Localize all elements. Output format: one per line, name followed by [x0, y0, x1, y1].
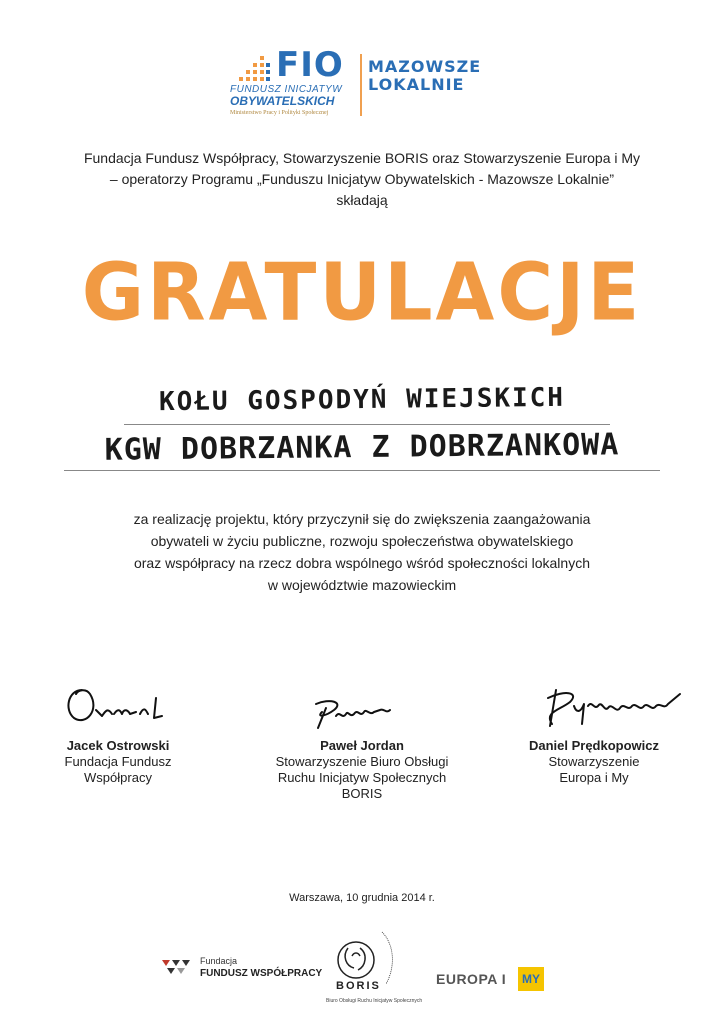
body-line-1: za realizację projektu, który przyczynił się do zwiększenia zaangażowania	[133, 511, 591, 527]
recipient-rule-1	[124, 424, 610, 425]
mazowsze-lokalnie-wordmark	[368, 58, 481, 94]
signatory-1-org1: Fundacja Fundusz	[64, 754, 172, 769]
body-line-3: oraz współpracy na rzecz dobra wspólnego wśród społeczności lokalnych	[133, 555, 590, 571]
boris-logo	[322, 922, 423, 1014]
signatory-3-org1: Stowarzyszenie	[548, 754, 640, 769]
signatory-3-name: Daniel Prędkopowicz	[528, 738, 660, 753]
signatory-2-org3: BORIS	[341, 786, 383, 801]
signatory-1	[8, 738, 228, 786]
signatory-1-name: Jacek Ostrowski	[66, 738, 170, 753]
fwp-line2: FUNDUSZ WSPÓŁPRACY	[200, 968, 323, 979]
intro-line-2: – operatorzy Programu „Funduszu Inicjatyw Obywatelskich - Mazowsze Lokalnie”	[109, 171, 615, 187]
mazowsze-line1: MAZOWSZE	[368, 57, 482, 76]
signatory-3-org2: Europa i My	[559, 770, 629, 785]
fio-line1: FUNDUSZ INICJATYW	[230, 84, 343, 95]
boris-wordmark: BORIS	[336, 980, 381, 992]
signature-jordan	[300, 694, 410, 734]
body-paragraph	[20, 508, 704, 596]
boris-arc-text: Biuro Obsługi Ruchu Inicjatyw Społecznych	[326, 998, 423, 1004]
signature-predkopowicz	[530, 684, 690, 732]
signature-ostrowski	[60, 680, 180, 728]
body-line-2: obywateli w życiu publiczne, rozwoju społeczeństwa obywatelskiego	[150, 533, 574, 549]
signatory-1-org2: Współpracy	[84, 770, 152, 785]
intro-line-3: składają	[336, 192, 388, 208]
signatory-2	[252, 738, 472, 802]
recipient-line-1: KOŁU GOSPODYŃ WIEJSKICH	[158, 382, 566, 418]
fio-line3: Ministerstwo Pracy i Polityki Społecznej	[230, 110, 329, 116]
signatory-3	[484, 738, 704, 786]
page-title: GRATULACJE	[81, 244, 643, 339]
recipient-line-2: KGW DOBRZANKA Z DOBRZANKOWA	[104, 427, 620, 468]
fio-line2: OBYWATELSKICH	[230, 94, 335, 108]
fio-wordmark: FIO	[276, 45, 344, 85]
europa-i-my-logo	[436, 965, 556, 995]
recipient-rule-2	[64, 470, 660, 471]
my-badge: MY	[518, 967, 544, 991]
fwp-mark-icon	[160, 956, 194, 980]
fundusz-wspolpracy-logo	[160, 952, 323, 992]
fwp-line1: Fundacja	[200, 956, 238, 966]
intro-paragraph	[20, 148, 704, 211]
signatory-2-org2: Ruchu Inicjatyw Społecznych	[277, 770, 447, 785]
signatory-2-org1: Stowarzyszenie Biuro Obsługi	[275, 754, 449, 769]
europa-wordmark: EUROPA I	[436, 971, 507, 987]
fio-mazowsze-logo	[226, 45, 496, 124]
mazowsze-line2: LOKALNIE	[368, 75, 465, 94]
logo-divider	[360, 54, 362, 116]
body-line-4: w województwie mazowieckim	[267, 577, 457, 593]
signatory-2-name: Paweł Jordan	[320, 738, 404, 753]
intro-line-1: Fundacja Fundusz Współpracy, Stowarzyszenie BORIS oraz Stowarzyszenie Europa i My	[83, 150, 641, 166]
issue-date: Warszawa, 10 grudnia 2014 r.	[289, 892, 435, 904]
